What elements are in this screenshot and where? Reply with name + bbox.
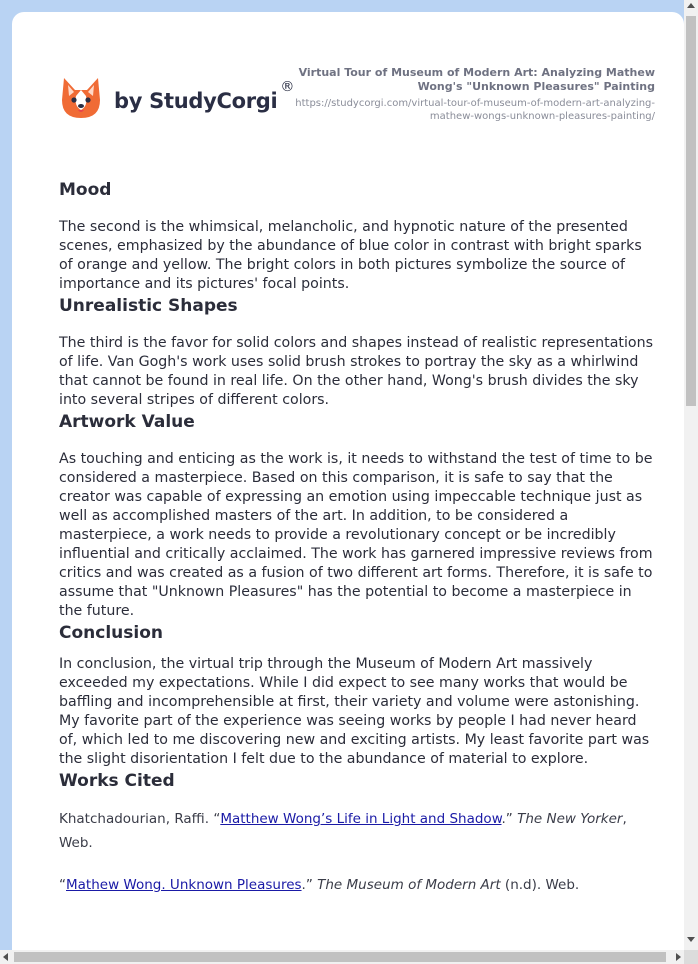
scroll-left-icon[interactable] (3, 953, 8, 961)
citation-entry: Khatchadourian, Raffi. “Matthew Wong’s Life in Light and Shadow.” The New Yorker, Web. (59, 811, 627, 851)
scroll-down-icon[interactable] (687, 937, 695, 942)
studycorgi-logo[interactable] (60, 76, 294, 120)
scroll-right-icon[interactable] (676, 953, 681, 961)
section-heading-works-cited: Works Cited (59, 771, 175, 791)
document-url[interactable]: https://studycorgi.com/virtual-tour-of-museum-of-modern-art-analyzing-mathew-wongs-unknown-pleasures-painting/ (295, 98, 655, 122)
vertical-scroll-thumb[interactable] (686, 16, 696, 406)
scroll-up-icon[interactable] (687, 3, 695, 8)
section-text-unrealistic-shapes: The third is the favor for solid colors and shapes instead of realistic representations of life. Van Gogh's work uses solid brush strokes to portray the sky as a whirlwind that cannot be found in real life. On the other hand, Wong's brush divides the sky into several stripes of different colors. (59, 335, 653, 408)
section-text-conclusion: In conclusion, the virtual trip through the Museum of Modern Art massively exceeded my expectations. While I did expect to see many works that would be baffling and incomprehensible at first, their variety and volume were astonishing. My favorite part of the experience was seeing works by people I had never heard of, which led to me discovering new and exciting artists. My least favorite part was the slight disorientation I felt due to the abundance of material to explore. (59, 656, 650, 767)
vertical-scrollbar[interactable] (684, 0, 698, 950)
citation-link[interactable]: Mathew Wong. Unknown Pleasures (66, 877, 302, 893)
section-heading-unrealistic-shapes: Unrealistic Shapes (59, 296, 238, 316)
registered-mark: ® (280, 79, 295, 95)
document-title: Virtual Tour of Museum of Modern Art: Analyzing Mathew Wong's "Unknown Pleasures" Painting (298, 66, 655, 93)
document-page (12, 12, 684, 952)
section-text-mood: The second is the whimsical, melancholic, and hypnotic nature of the presented scenes, emphasized by the abundance of blue color in contrast with bright sparks of orange and yellow. The bright colors in both pictures symbolize the source of importance and its pictures' focal points. (59, 219, 642, 292)
citation-entry: “Mathew Wong. Unknown Pleasures.” The Museum of Modern Art (n.d). Web. (59, 877, 580, 893)
section-text-artwork-value: As touching and enticing as the work is, it needs to withstand the test of time to be considered a masterpiece. Based on this comparison, it is safe to say that the creator was capable of expressing an emotion using impeccable technique just as well as accomplished masters of the art. In addition, to be considered a masterpiece, a work needs to provide a revolutionary concept or be incredibly influential and critically acclaimed. The work has garnered impressive reviews from critics and was created as a fusion of two different art forms. Therefore, it is safe to assume that "Unknown Pleasures" has the potential to become a masterpiece in the future. (59, 451, 653, 619)
document-header (295, 66, 655, 123)
scrollbar-corner (684, 950, 698, 964)
citation-link[interactable]: Matthew Wong’s Life in Light and Shadow (220, 811, 502, 827)
logo-text: by StudyCorgi® (114, 79, 295, 113)
section-heading-artwork-value: Artwork Value (59, 412, 195, 432)
section-heading-conclusion: Conclusion (59, 623, 163, 643)
horizontal-scrollbar[interactable] (0, 950, 684, 964)
horizontal-scroll-thumb[interactable] (14, 952, 666, 962)
document-body (59, 178, 659, 897)
corgi-icon (60, 76, 102, 120)
section-heading-mood: Mood (59, 180, 112, 200)
